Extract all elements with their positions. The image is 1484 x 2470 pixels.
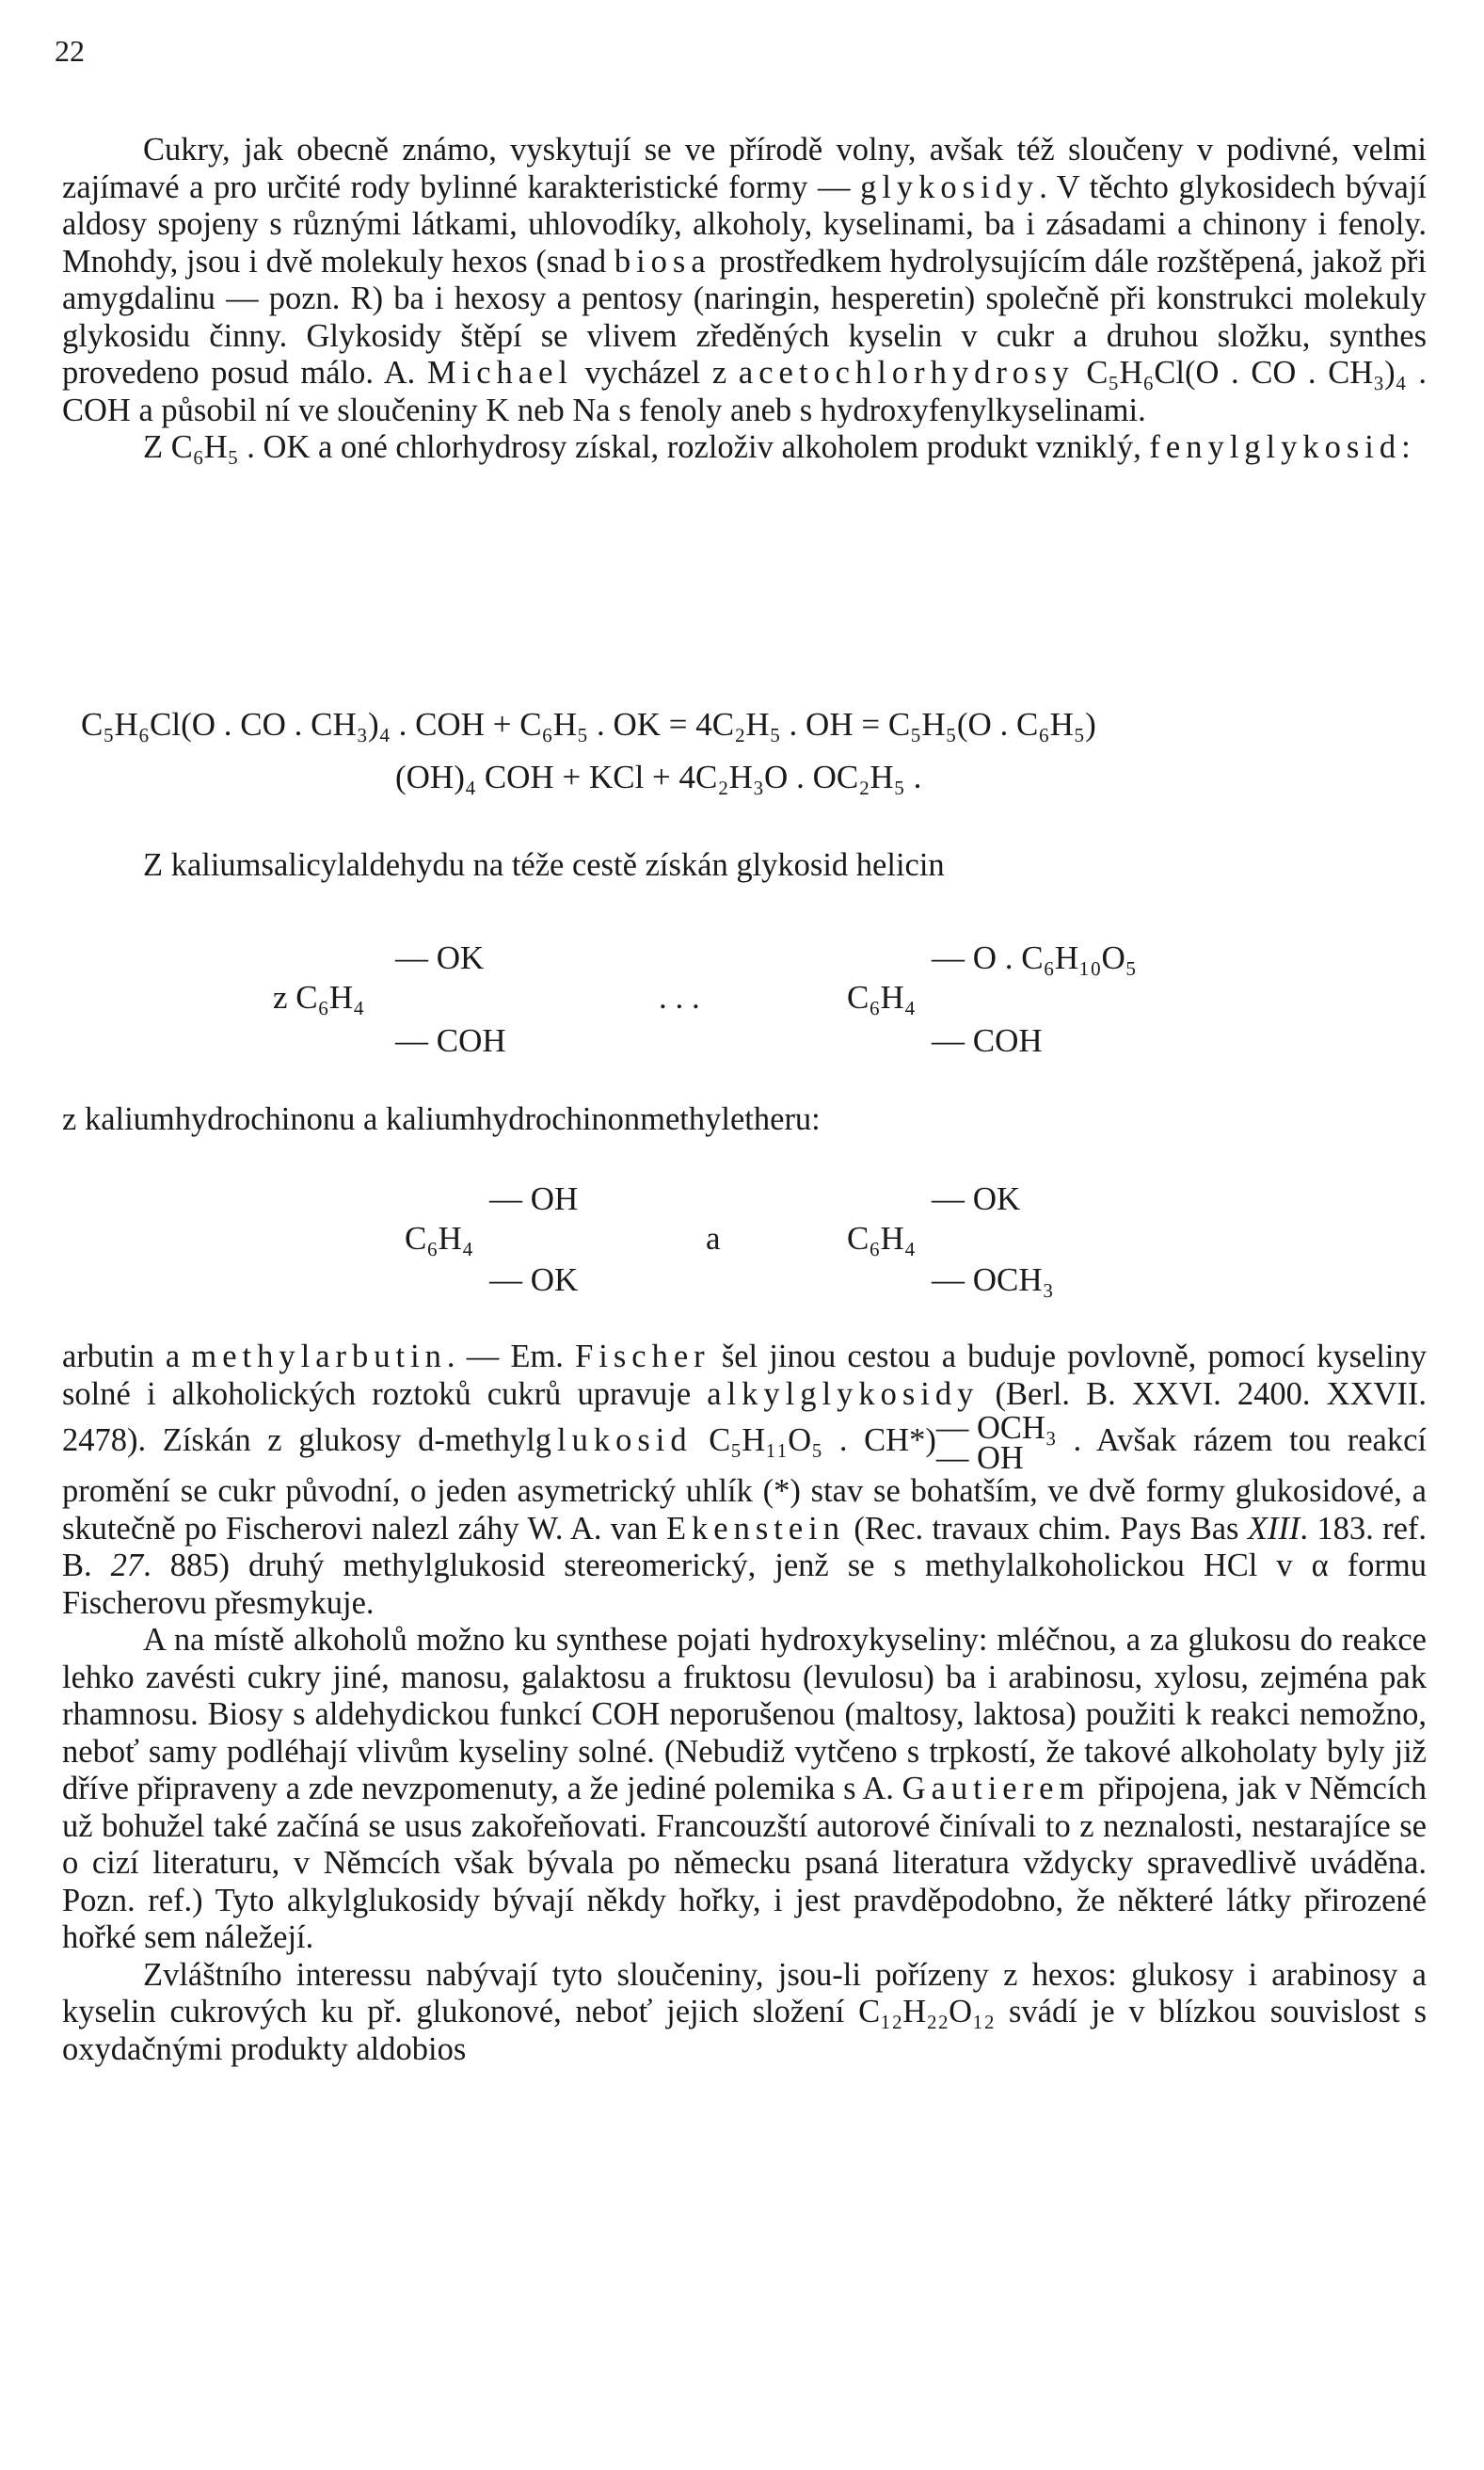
author-gautier: Gautierem [902, 1771, 1091, 1806]
paragraph-text: A na místě alkoholů možno ku synthese pojati hydroxykyseliny: mléčnou, a za glukosu do reakce lehko zavésti cukry jiné, manosu, galaktosu a fruktosu (levulosu) ba i arabinosu, xylosu, zejména pak rhamnosu. Biosy s aldehydickou funkcí COH neporušenou (maltosy, laktosa) použiti k reakci nemožno, neboť samy podléhají vlivům kyseliny solné. (Nebudiž vytčeno s trpkostí, že takové alkoholaty byly již dříve připraveny a zde nevzpomenuty, a že jediné polemika s A. Gautierem připojena, jak v Němcích už bohužel také začíná se usus zakořeňovati. Francouzští autorové činívali to z neznalosti, nestarajíce se o cizí literaturu, v Němcích však bývala po německu psaná literatura vždycky spravedlivě uváděna. Pozn. ref.) Tyto alkylglukosidy bývají někdy hořky, i jest pravděpodobno, že některé látky přirozené hořké sem náležejí. [62, 1622, 1427, 1955]
paragraph-text: Zvláštního interessu nabývají tyto sloučeniny, jsou-li pořízeny z hexos: glukosy i arabinosy a kyselin cukrových ku př. glukonové, neboť jejich složení C₁₂H₂₂O₁₂ svádí je v blízkou souvislost s oxydačnými produkty aldobios [62, 1956, 1427, 2067]
paragraph-helicin [62, 847, 1427, 885]
term-acetochlorhydrosy: acetochlorhydrosy [738, 355, 1075, 391]
struct-top-right: — O . C₆H₁₀O₅ [932, 939, 1137, 976]
paragraph-main [62, 1339, 1427, 2068]
struct-bot-right: — COH [932, 1022, 1043, 1059]
struct-bot-left: — COH [395, 1022, 506, 1059]
formula-fraction: — OCH₃ — OH [935, 1410, 1057, 1476]
term-fenylglykosid: fenylglykosid [1149, 429, 1402, 465]
equation-line-2: (OH)₄ COH + KCl + 4C₂H₃O . OC₂H₅ . [395, 759, 922, 795]
paragraph-text: z kaliumhydrochinonu a kaliumhydrochinonmethyletheru: [62, 1101, 821, 1137]
formula-inline: C₅H₁₁O₅ . CH*) [709, 1421, 936, 1458]
struct-top-left: — OK [395, 939, 485, 976]
author-ekenstein: Ekenstein [665, 1510, 846, 1547]
term-biosa: biosa [614, 243, 711, 280]
paragraph-text: Cukry, jak obecně známo, vyskytují se ve přírodě volny, avšak též sloučeny v podivné, velmi zajímavé a pro určité rody bylinné karakteristické formy — glykosidy. V těchto glykosidech bývají aldosy spojeny s různými látkami, uhlovodíky, alkoholy, kyselinami, ba i zásadami a chinony i fenoly. Mnohdy, jsou i dvě molekuly hexos (snad biosa prostředkem hydrolysujícím dále rozštěpená, jakož při amygdalinu — pozn. R) ba i hexosy a pentosy (naringin, hesperetin) společně při konstrukci molekuly glykosidu činny. Glykosidy štěpí se vlivem zředěných kyselin v cukr a druhou složku, synthes provedeno posud málo. A. Michael vycházel z acetochlorhydrosy C₅H₆Cl(O . CO . CH₃)₄ . COH a působil ní ve sloučeniny K neb Na s fenoly aneb s hydroxyfenylkyselinami. [62, 132, 1428, 428]
paragraph-text: Z kaliumsalicylaldehydu na téže cestě získán glykosid helicin [143, 847, 945, 883]
term-methylarbutin: methylarbutin [191, 1339, 447, 1374]
struct-mid-left: C₆H₄ [405, 1220, 474, 1257]
author-michael: Michael [426, 355, 573, 391]
struct-bot-left: — OK [489, 1261, 579, 1298]
formula-inline: C₁₂H₂₂O₁₂ [858, 1994, 996, 2029]
struct-dots: . . . [659, 979, 700, 1016]
paragraph-text: arbutin a methylarbutin. — Em. Fischer šel jinou cestou a buduje povlovně, pomocí kyseliny solné i alkoholických roztoků cukrů upravuje alkylglykosidy (Berl. B. XXVI. 2400. XXVII. 2478). Získán z glukosy d-methylglukosid C₅H₁₁O₅ . CH*) — OCH₃ — OH . Avšak rázem tou reakcí promění se cukr původní, o jeden asymetrický uhlík (*) stav se bohatším, ve dvě formy glukosidové, a skutečně po Fischerovi nalezl záhy W. A. van Ekenstein (Rec. travaux chim. Pays Bas XIII. 183. ref. B. 27. 885) druhý methylglukosid stereomerický, jenž se s methylalkoholickou HCl v α formu Fischerovu přesmykuje. [62, 1339, 1428, 1621]
term-alkylglykosidy: alkylglykosidy [707, 1375, 980, 1412]
struct-mid-right: C₆H₄ [847, 979, 917, 1016]
struct-mid-left: z C₆H₄ [273, 979, 365, 1016]
struct-top-left: — OH [489, 1180, 579, 1217]
formula-inline: C₅H₆Cl(O . CO . CH₃)₄ . COH [62, 355, 1427, 428]
struct-top-right: — OK [932, 1180, 1021, 1217]
paragraph-intro [62, 132, 1427, 467]
struct-mid-right: C₆H₄ [847, 1220, 917, 1257]
term-glukosid: glukosid [535, 1421, 693, 1458]
author-fischer: Fischer [575, 1339, 710, 1374]
equation-line-1: C₅H₆Cl(O . CO . CH₃)₄ . COH + C₆H₅ . OK = 4C₂H₅ . OH = C₅H₅(O . C₆H₅) [81, 706, 1096, 743]
paragraph-text: Z C₆H₅ . OK a oné chlorhydrosy získal, rozloživ alkoholem produkt vzniklý, fenylglykosid: [143, 429, 1411, 465]
paragraph-hydrochinon [62, 1101, 1427, 1139]
struct-bot-right: — OCH₃ [932, 1261, 1054, 1298]
struct-conj: a [706, 1220, 721, 1257]
page-number: 22 [55, 34, 85, 68]
term-glykosidy: glykosidy [860, 168, 1040, 205]
